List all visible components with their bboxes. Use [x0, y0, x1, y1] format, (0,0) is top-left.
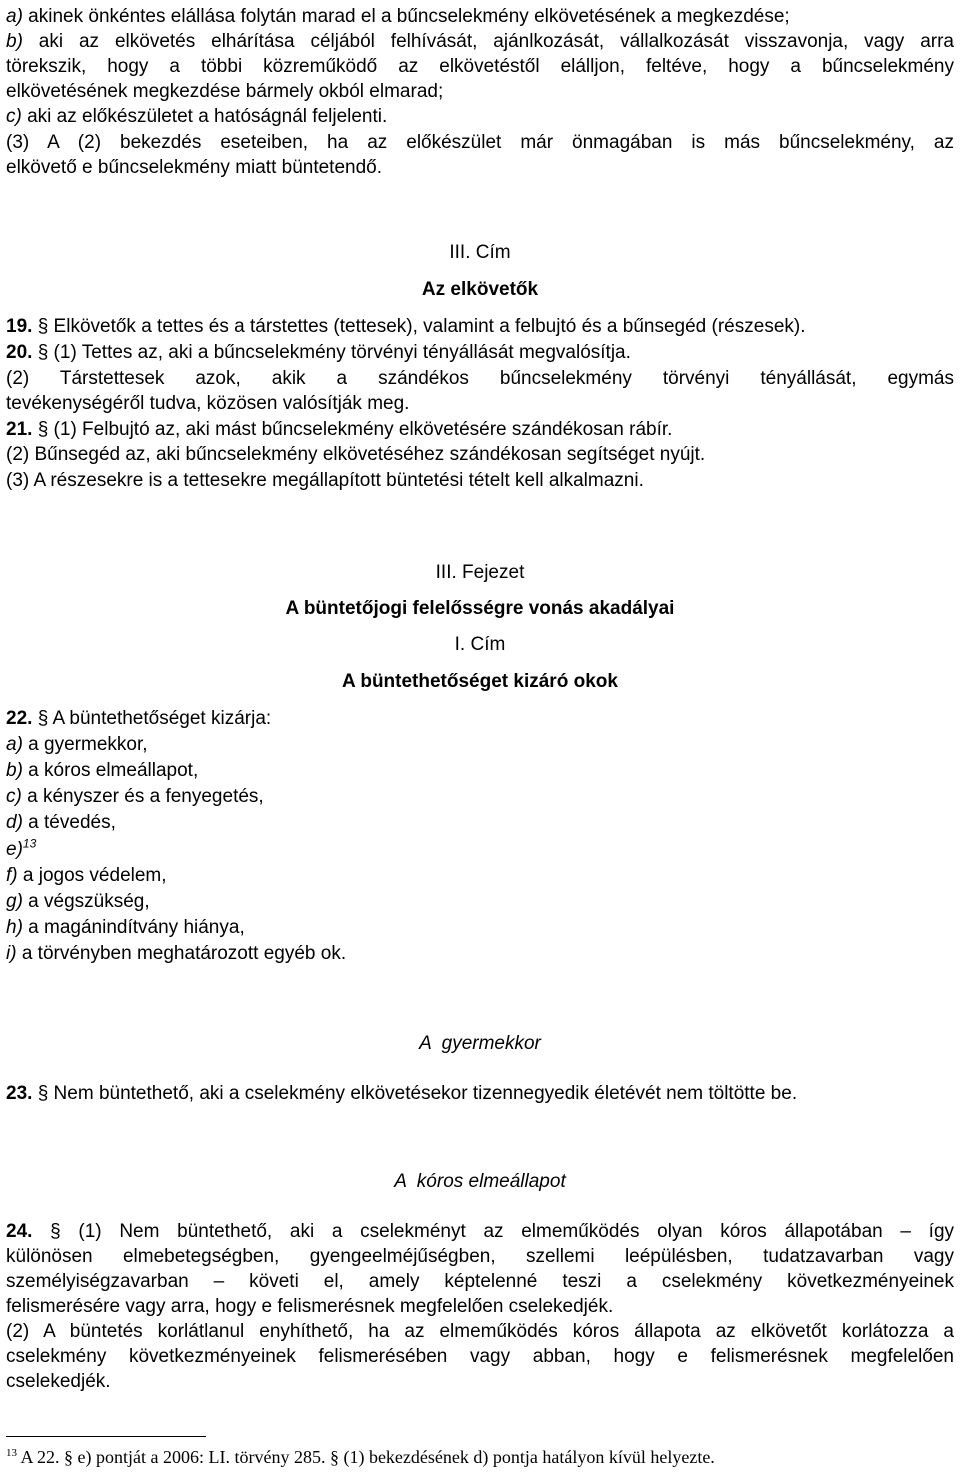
section-24-cont: felismerésére vagy arra, hogy e felismerésnek megfelelően cselekedjék. — [6, 1296, 614, 1317]
paragraph-sign: § — [37, 708, 49, 729]
paragraph-sign: § — [37, 342, 49, 363]
list-item: d) a tévedés, — [6, 812, 116, 833]
list-item-b-cont: törekszik, hogy a többi közreműködő az elkövetéstől elálljon, feltéve, hogy a bűncselekmény — [6, 56, 954, 77]
section-23: 23. § Nem büntethető, aki a cselekmény elkövetésekor tizennegyedik életévét nem töltötte be. — [6, 1083, 798, 1104]
footnote: $^{13}$ A 22. § e) pontját a 2006: LI. törvény 285. § (1) bekezdésének d) pontja hatályon kívül helyezte. — [6, 1447, 715, 1467]
section-24-p2: (2) A büntetés korlátlanul enyhíthető, ha az elmeműködés kóros állapota az elkövetőt korlátozza a — [6, 1321, 954, 1342]
section-20: 20. § (1) Tettes az, aki a bűncselekmény törvényi tényállását megvalósítja. — [6, 342, 631, 363]
paragraph-3-cont: elkövető e bűncselekmény miatt büntetendő. — [6, 157, 383, 178]
section-heading: III. Cím — [449, 242, 511, 263]
section-heading: I. Cím — [454, 634, 506, 655]
section-21-p2: (2) Bűnsegéd az, aki bűncselekmény elkövetéséhez szándékosan segítséget nyújt. — [6, 444, 706, 465]
paragraph-sign: § — [37, 316, 49, 337]
list-item: f) a jogos védelem, — [6, 865, 167, 886]
list-item: i) a törvényben meghatározott egyéb ok. — [6, 943, 347, 964]
paragraph-sign: § — [50, 1221, 61, 1242]
section-21-p3: (3) A részesekre is a tettesekre megállapított büntetési tételt kell alkalmazni. — [6, 470, 644, 491]
section-24-cont: személyiségzavarban – követi el, amely képtelenné teszi a cselekmény következményeinek — [6, 1271, 954, 1292]
list-item: a) a gyermekkor, — [6, 734, 148, 755]
section-title: Az elkövetők — [421, 279, 539, 300]
subsection-title: A kóros elmeállapot — [394, 1171, 566, 1192]
paragraph-3: (3) A (2) bekezdés eseteiben, ha az előkészület már önmagában is más bűncselekmény, az — [6, 132, 954, 153]
section-24: 24. § (1) Nem büntethető, aki a cselekményt az elmeműködés olyan kóros állapotában – így — [6, 1221, 955, 1242]
section-24-p2-cont: cselekedjék. — [6, 1371, 111, 1392]
section-title: A büntethetőséget kizáró okok — [342, 671, 618, 692]
list-item: g) a végszükség, — [6, 891, 150, 912]
paragraph-sign: § — [37, 419, 49, 440]
paragraph-sign: § — [37, 1083, 49, 1104]
list-item: c) a kényszer és a fenyegetés, — [6, 786, 264, 807]
section-21: 21. § (1) Felbujtó az, aki mást bűncselekmény elkövetésére szándékosan rábír. — [6, 419, 673, 440]
section-20-p2-cont: tevékenységéről tudva, közösen valósítják meg. — [6, 393, 410, 414]
chapter-heading: III. Fejezet — [435, 562, 525, 583]
section-19: 19. § Elkövetők a tettes és a társtettes (tettesek), valamint a felbujtó és a bűnsegéd (részesek). — [6, 316, 806, 337]
subsection-title: A gyermekkor — [419, 1033, 541, 1054]
section-20-p2: (2) Társtettesek azok, akik a szándékos bűncselekmény törvényi tényállását, egymás — [6, 368, 954, 389]
list-item-b-cont: elkövetésének megkezdése bármely okból elmarad; — [6, 81, 444, 102]
section-24-cont: különösen elmebetegségben, gyengeelméjűségben, szellemi leépülésben, tudatzavarban vagy — [6, 1246, 954, 1267]
list-item: b) a kóros elmeállapot, — [6, 760, 199, 781]
chapter-title: A büntetőjogi felelősségre vonás akadályai — [285, 598, 675, 619]
list-item: e)$^{13}$ — [6, 836, 37, 860]
list-item-b: b) aki az elkövetés elhárítása céljából felhívását, ajánlkozását, vállalkozását visszavonja, vagy arra — [6, 31, 954, 52]
list-item: h) a magánindítvány hiánya, — [6, 917, 245, 938]
list-item-a: a) akinek önkéntes elállása folytán marad el a bűncselekmény elkövetésének a megkezdése; — [6, 6, 790, 27]
section-24-p2-cont: cselekmény következményeinek felismerésében vagy abban, hogy e felismerésnek megfelelően — [6, 1346, 954, 1367]
footnote-divider — [6, 1436, 206, 1437]
section-22: 22. § A büntethetőséget kizárja: — [6, 708, 272, 729]
footnote-ref: 13 — [22, 836, 37, 851]
list-item-c: c) aki az előkészületet a hatóságnál feljelenti. — [6, 106, 388, 127]
